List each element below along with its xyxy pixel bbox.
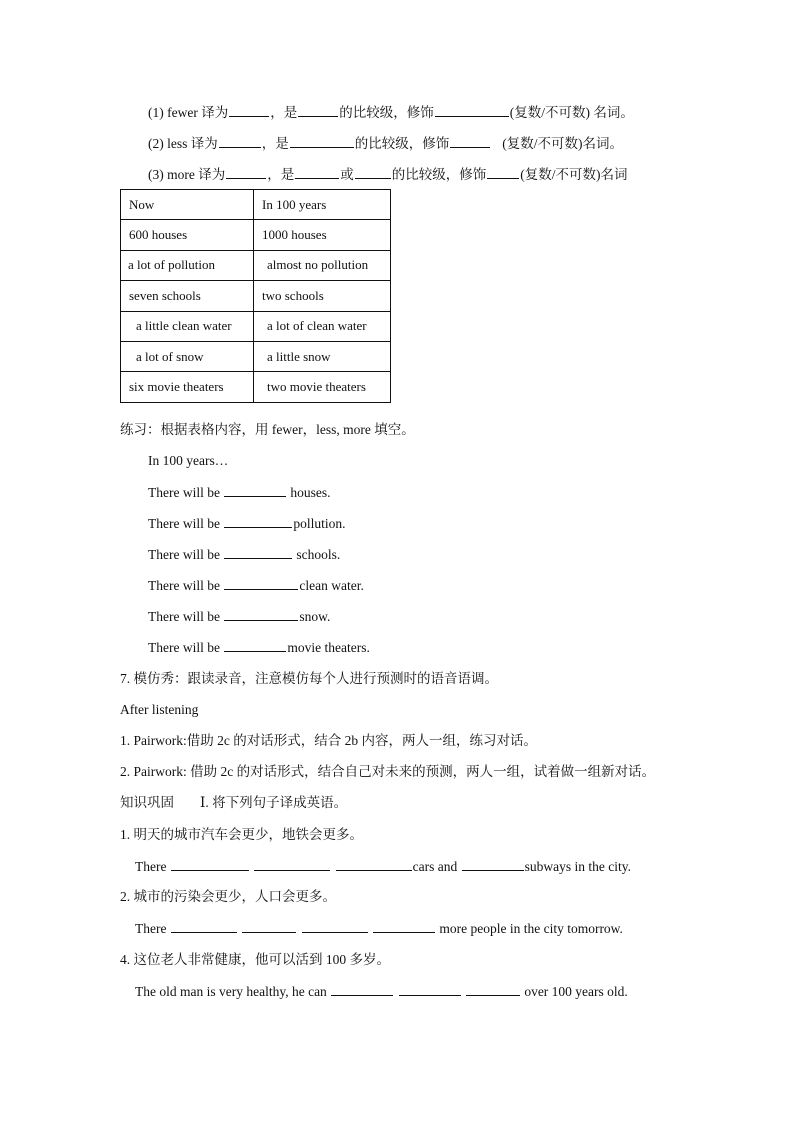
blank-fill[interactable] [295, 166, 339, 179]
question-4-answer: The old man is very healthy, he can over 100 years old. [135, 984, 628, 999]
blank-fill[interactable] [224, 484, 286, 497]
blank-fill[interactable] [331, 983, 393, 996]
table-row: 600 houses 1000 houses [121, 220, 391, 250]
table-row: seven schools two schools [121, 281, 391, 311]
blank-fill[interactable] [254, 858, 330, 871]
pairwork-1: 1. Pairwork:借助 2c 的对话形式，结合 2b 内容，两人一组，练习对话。 [120, 733, 537, 748]
blank-fill[interactable] [224, 577, 298, 590]
question-1-cn: 1. 明天的城市汽车会更少，地铁会更多。 [120, 827, 363, 842]
table-row: Now In 100 years [121, 190, 391, 220]
blank-fill[interactable] [450, 135, 490, 148]
question-2-answer: There more people in the city tomorrow. [135, 921, 623, 936]
question-4-cn: 4. 这位老人非常健康，他可以活到 100 多岁。 [120, 952, 390, 967]
rule-1: (1) fewer 译为 ，是 的比较级，修饰 (复数/不可数) 名词。 [148, 105, 634, 120]
practice-line: There will be houses. [148, 485, 331, 500]
blank-fill[interactable] [298, 104, 338, 117]
blank-fill[interactable] [487, 166, 519, 179]
blank-fill[interactable] [229, 104, 269, 117]
blank-fill[interactable] [336, 858, 412, 871]
rule-3: (3) more 译为 ，是 或 的比较级，修饰 (复数/不可数)名词 [148, 167, 628, 182]
comparison-table [120, 189, 391, 403]
blank-fill[interactable] [219, 135, 261, 148]
table-row: a lot of pollution almost no pollution [121, 250, 391, 280]
blank-fill[interactable] [224, 546, 292, 559]
consolidation-heading: 知识巩固 Ⅰ. 将下列句子译成英语。 [120, 795, 348, 810]
rule-2: (2) less 译为 ，是 的比较级，修饰 (复数/不可数)名词。 [148, 136, 623, 151]
blank-fill[interactable] [435, 104, 509, 117]
blank-fill[interactable] [224, 515, 292, 528]
blank-fill[interactable] [399, 983, 461, 996]
blank-fill[interactable] [224, 639, 286, 652]
question-1-answer: There cars and subways in the city. [135, 859, 631, 874]
blank-fill[interactable] [373, 920, 435, 933]
practice-line: There will be clean water. [148, 578, 364, 593]
practice-heading: 练习：根据表格内容，用 fewer，less, more 填空。 [120, 422, 415, 437]
pairwork-2: 2. Pairwork: 借助 2c 的对话形式，结合自己对未来的预测，两人一组，试着做一组新对话。 [120, 764, 656, 779]
after-listening-title: After listening [120, 702, 199, 717]
blank-fill[interactable] [466, 983, 520, 996]
blank-fill[interactable] [302, 920, 368, 933]
blank-fill[interactable] [462, 858, 524, 871]
blank-fill[interactable] [224, 608, 298, 621]
section-7: 7. 模仿秀：跟读录音，注意模仿每个人进行预测时的语音语调。 [120, 671, 498, 686]
blank-fill[interactable] [355, 166, 391, 179]
table-row: a little clean water a lot of clean water [121, 311, 391, 341]
table-row: a lot of snow a little snow [121, 341, 391, 371]
blank-fill[interactable] [171, 858, 249, 871]
blank-fill[interactable] [226, 166, 266, 179]
practice-intro: In 100 years… [148, 453, 229, 468]
blank-fill[interactable] [242, 920, 296, 933]
blank-fill[interactable] [290, 135, 354, 148]
table-row: six movie theaters two movie theaters [121, 372, 391, 402]
practice-line: There will be movie theaters. [148, 640, 370, 655]
question-2-cn: 2. 城市的污染会更少，人口会更多。 [120, 889, 336, 904]
blank-fill[interactable] [171, 920, 237, 933]
practice-line: There will be pollution. [148, 516, 346, 531]
practice-line: There will be snow. [148, 609, 331, 624]
practice-line: There will be schools. [148, 547, 341, 562]
